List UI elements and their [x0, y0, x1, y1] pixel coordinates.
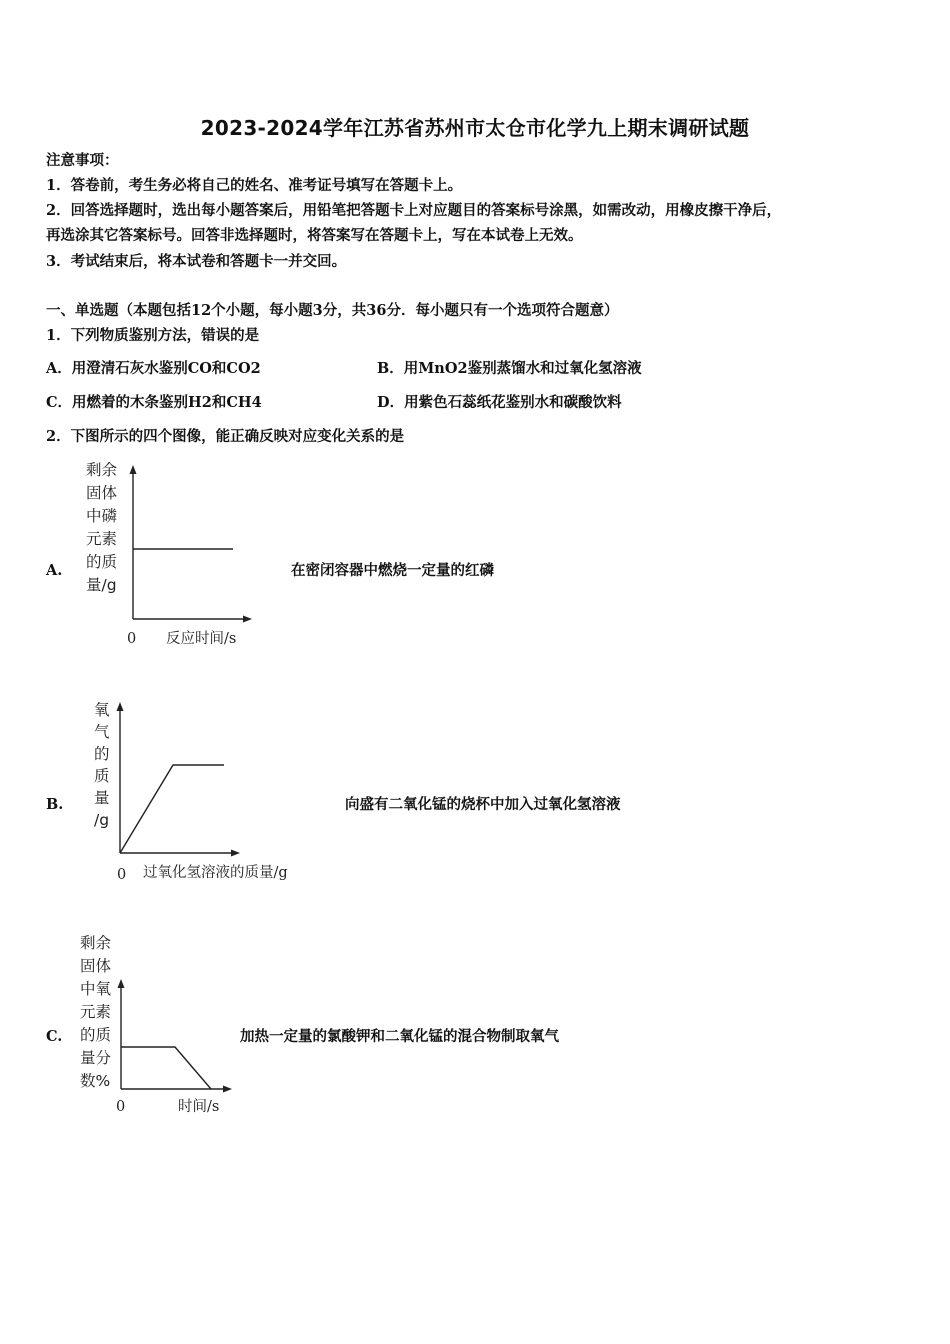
ylabel-line: 质 — [94, 767, 110, 785]
notice-heading: 注意事项： — [46, 152, 119, 169]
ylabel-line: /g — [94, 811, 110, 829]
ylabel-line: 元素 — [80, 1003, 112, 1021]
graph-c-description: 加热一定量的氯酸钾和二氧化锰的混合物制取氧气 — [240, 1028, 559, 1045]
section-heading: 一、单选题（本题包括12个小题，每小题3分，共36分．每小题只有一个选项符合题意） — [46, 302, 619, 319]
page-title: 2023-2024学年江苏省苏州市太仓市化学九上期末调研试题 — [200, 116, 750, 140]
q1-option-a: A．用澄清石灰水鉴别CO和CO2 — [46, 360, 261, 377]
ylabel-line: 的 — [94, 745, 110, 763]
question-1-stem: 1．下列物质鉴别方法，错误的是 — [46, 327, 260, 344]
ylabel-line: 量/g — [86, 576, 117, 594]
ylabel-line: 固体 — [80, 957, 112, 975]
ylabel-line: 量 — [94, 789, 110, 807]
graph-b-xlabel: 过氧化氢溶液的质量/g — [143, 865, 288, 881]
question-2-stem: 2．下图所示的四个图像，能正确反映对应变化关系的是 — [46, 428, 405, 445]
graph-c-origin: 0 — [116, 1099, 126, 1115]
graph-a-xlabel: 反应时间/s — [166, 631, 237, 647]
ylabel-line: 气 — [94, 723, 110, 741]
ylabel-line: 中氧 — [80, 980, 112, 998]
graph-b-origin: 0 — [117, 867, 127, 883]
q1-option-c: C．用燃着的木条鉴别H2和CH4 — [46, 394, 262, 411]
ylabel-line: 数% — [80, 1072, 111, 1090]
notice-item: 再选涂其它答案标号。回答非选择题时，将答案写在答题卡上，写在本试卷上无效。 — [46, 227, 583, 244]
graph-b-letter: B. — [46, 796, 64, 813]
graph-c-letter: C. — [46, 1028, 63, 1045]
notice-item: 1．答卷前，考生务必将自己的姓名、准考证号填写在答题卡上。 — [46, 177, 463, 194]
q1-option-b: B．用MnO2鉴别蒸馏水和过氧化氢溶液 — [377, 360, 642, 377]
graph-a-letter: A. — [46, 562, 63, 579]
notice-item: 2．回答选择题时，选出每小题答案后，用铅笔把答题卡上对应题目的答案标号涂黑，如需改动，用橡皮擦干净后， — [46, 202, 782, 219]
y-axis-arrow — [118, 979, 125, 988]
ylabel-line: 剩余 — [86, 461, 118, 479]
ylabel-line: 的质 — [86, 553, 118, 571]
q1-option-d: D．用紫色石蕊纸花鉴别水和碳酸饮料 — [377, 394, 622, 411]
notice-item: 3．考试结束后，将本试卷和答题卡一并交回。 — [46, 253, 347, 270]
ylabel-line: 量分 — [80, 1049, 112, 1067]
x-axis-arrow — [223, 1086, 232, 1093]
ylabel-line: 中磷 — [86, 507, 118, 525]
graph-c-ylabel — [80, 934, 112, 1090]
ylabel-line: 的质 — [80, 1026, 112, 1044]
graph-b-description: 向盛有二氧化锰的烧杯中加入过氧化氢溶液 — [345, 796, 621, 813]
graph-c-xlabel: 时间/s — [178, 1099, 220, 1115]
graph-c-curve — [121, 1047, 211, 1089]
ylabel-line: 固体 — [86, 484, 118, 502]
ylabel-line: 元素 — [86, 530, 118, 548]
ylabel-line: 剩余 — [80, 934, 112, 952]
graph-a-description: 在密闭容器中燃烧一定量的红磷 — [291, 562, 494, 579]
ylabel-line: 氧 — [94, 701, 110, 719]
graph-a-origin: 0 — [127, 631, 137, 647]
